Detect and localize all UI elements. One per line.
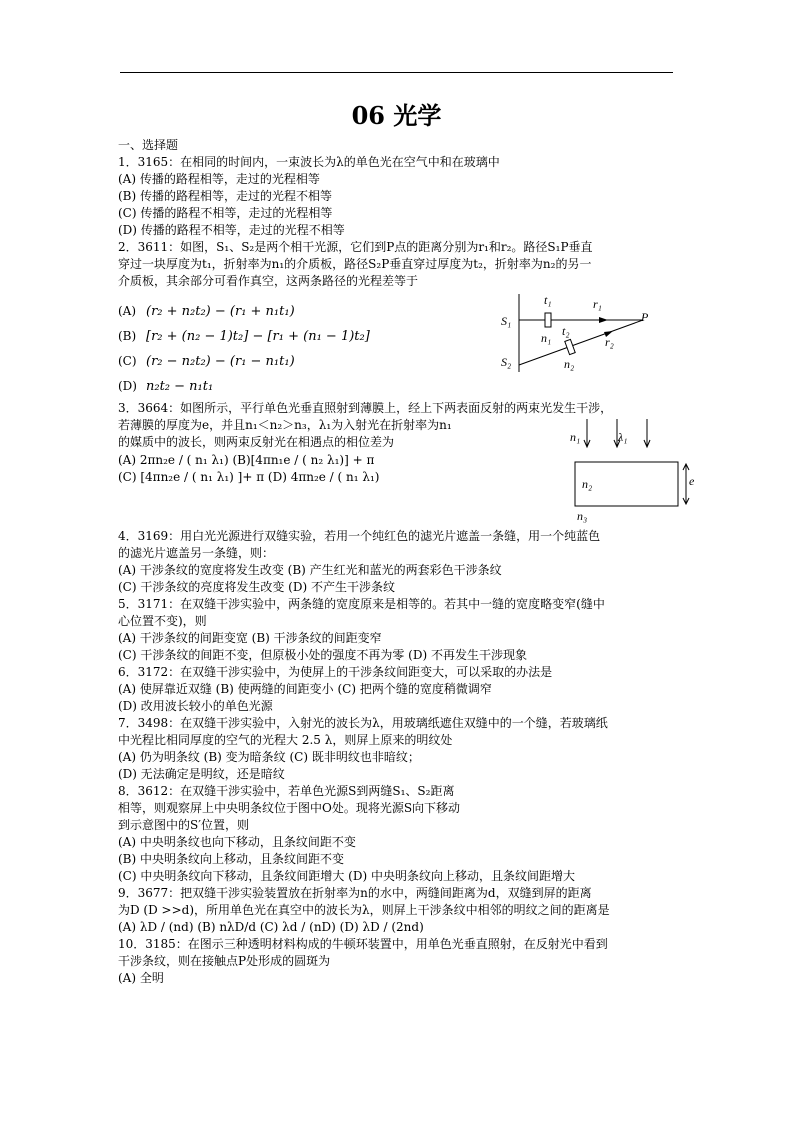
label-e: e [689, 474, 695, 488]
text-line: (D) 传播的路程不相等，走过的光程不相等 [118, 223, 345, 237]
text-line: 心位置不变)，则 [118, 614, 207, 628]
label-n3: n₃ [577, 509, 588, 523]
text-line: (A) 干涉条纹的间距变宽 (B) 干涉条纹的间距变窄 [118, 631, 382, 645]
label-r2: r₂ [605, 335, 614, 349]
label-t1: t₁ [544, 293, 552, 307]
q2-option [118, 353, 295, 370]
text-line: (C) 中央明条纹向下移动，且条纹间距增大 (D) 中央明条纹向上移动，且条纹间距增大 [118, 869, 575, 883]
text-line: 相等，则观察屏上中央明条纹位于图中O处。现将光源S向下移动 [118, 801, 461, 815]
label-n2: n₂ [582, 477, 593, 491]
text-line: (B) 中央明条纹向上移动，且条纹间距不变 [118, 852, 344, 866]
option-label: (D) [118, 379, 137, 393]
text-line: (A) λD / (nd) (B) nλD/d (C) λd / (nD) (D) λD / (2nd) [118, 920, 424, 934]
text-line: 8．3612：在双缝干涉实验中，若单色光源S到两缝S₁、S₂距离 [118, 784, 455, 798]
text-line: (C) [4πn₂e / ( n₁ λ₁) ]+ π (D) 4πn₂e / ( n₁ λ₁) [118, 470, 380, 484]
text-line: 5．3171：在双缝干涉实验中，两条缝的宽度原来是相等的。若其中一缝的宽度略变窄(缝中 [118, 597, 605, 611]
option-formula: n₂t₂ − n₁t₁ [146, 379, 214, 394]
q2-figure [495, 288, 665, 378]
arrow-r1 [599, 317, 608, 323]
label-s1: S₁ [501, 314, 512, 328]
text-line: 到示意图中的S′位置，则 [118, 818, 249, 832]
text-line: (A) 中央明条纹也向下移动，且条纹间距不变 [118, 835, 356, 849]
text-line: (C) 干涉条纹的间距不变，但原极小处的强度不再为零 (D) 不再发生干涉现象 [118, 648, 527, 662]
text-line: (A) 仍为明条纹 (B) 变为暗条纹 (C) 既非明纹也非暗纹； [118, 750, 420, 764]
text-line: 6．3172：在双缝干涉实验中，为使屏上的干涉条纹间距变大，可以采取的办法是 [118, 665, 553, 679]
text-line: (A) 使屏靠近双缝 (B) 使两缝的间距变小 (C) 把两个缝的宽度稍微调窄 [118, 682, 492, 696]
text-line: 中光程比相同厚度的空气的光程大 2.5 λ，则屏上原来的明纹处 [118, 733, 453, 747]
text-line: 2．3611：如图，S₁、S₂是两个相干光源，它们到P点的距离分别为r₁和r₂。路径S₁P垂直 [118, 240, 593, 254]
text-line: 为D (D >>d)，所用单色光在真空中的波长为λ，则屏上干涉条纹中相邻的明纹之间的距离是 [118, 903, 610, 917]
option-label: (B) [118, 329, 137, 343]
text-line: (C) 干涉条纹的亮度将发生改变 (D) 不产生干涉条纹 [118, 580, 395, 594]
label-r1: r₁ [593, 297, 602, 311]
label-p: P [641, 310, 649, 324]
text-line: (A) 传播的路程相等，走过的光程相等 [118, 172, 320, 186]
q3-figure [565, 416, 700, 524]
text-line: (D) 无法确定是明纹，还是暗纹 [118, 767, 285, 781]
text-line: 10．3185：在图示三种透明材料构成的牛顿环装置中，用单色光垂直照射，在反射光中看到 [118, 937, 608, 951]
label-n1: n₁ [541, 331, 552, 345]
text-line: 若薄膜的厚度为e，并且n₁＜n₂＞n₃，λ₁为入射光在折射率为n₁ [118, 418, 452, 432]
label-t2: t₂ [562, 324, 570, 338]
text-line: (A) 干涉条纹的宽度将发生改变 (B) 产生红光和蓝光的两套彩色干涉条纹 [118, 563, 502, 577]
text-line: 的滤光片遮盖另一条缝，则： [118, 546, 275, 560]
text-line: 4．3169：用白光光源进行双缝实验，若用一个纯红色的滤光片遮盖一条缝，用一个纯蓝色 [118, 529, 601, 543]
text-line: 干涉条纹，则在接触点P处形成的圆斑为 [118, 954, 331, 968]
text-line: 9．3677：把双缝干涉实验装置放在折射率为n的水中，两缝间距离为d，双缝到屏的距离 [118, 886, 592, 900]
page-title: 06 光学 [351, 101, 442, 130]
label-lambda1: λ₁ [618, 430, 628, 444]
ray-s2-p [519, 320, 643, 365]
text-line: 介质板，其余部分可看作真空，这两条路径的光程差等于 [118, 274, 419, 288]
header-rule [120, 72, 673, 73]
q2-option [118, 328, 370, 345]
text-line: (A) 2πn₂e / ( n₁ λ₁) (B)[4πn₁e / ( n₂ λ₁)] + π [118, 453, 375, 467]
text-line: 的媒质中的波长，则两束反射光在相遇点的相位差为 [118, 435, 395, 449]
option-formula: (r₂ + n₂t₂) − (r₁ + n₁t₁) [146, 304, 295, 319]
text-line: 1．3165：在相同的时间内，一束波长为λ的单色光在空气中和在玻璃中 [118, 155, 500, 169]
q2-option [118, 378, 213, 395]
slab-t2 [565, 339, 575, 354]
text-line: (C) 传播的路程不相等，走过的光程相等 [118, 206, 333, 220]
option-label: (A) [118, 304, 137, 318]
q2-option [118, 303, 295, 320]
option-formula: [r₂ + (n₂ − 1)t₂] − [r₁ + (n₁ − 1)t₂] [146, 329, 370, 344]
text-line: 3．3664：如图所示，平行单色光垂直照射到薄膜上，经上下两表面反射的两束光发生干涉， [118, 401, 613, 415]
option-formula: (r₂ − n₂t₂) − (r₁ − n₁t₁) [146, 354, 295, 369]
text-line: (A) 全明 [118, 971, 164, 985]
text-line: 一、选择题 [118, 138, 179, 152]
label-n1: n₁ [570, 430, 581, 444]
text-line: 7．3498：在双缝干涉实验中，入射光的波长为λ，用玻璃纸遮住双缝中的一个缝，若玻璃纸 [118, 716, 608, 730]
label-n2: n₂ [564, 357, 575, 371]
text-line: (D) 改用波长较小的单色光源 [118, 699, 273, 713]
label-s2: S₂ [501, 355, 512, 369]
slab-t1 [545, 313, 551, 327]
text-line: (B) 传播的路程相等，走过的光程不相等 [118, 189, 332, 203]
text-line: 穿过一块厚度为t₁，折射率为n₁的介质板，路径S₂P垂直穿过厚度为t₂，折射率为n₂的另一 [118, 257, 592, 271]
option-label: (C) [118, 354, 137, 368]
